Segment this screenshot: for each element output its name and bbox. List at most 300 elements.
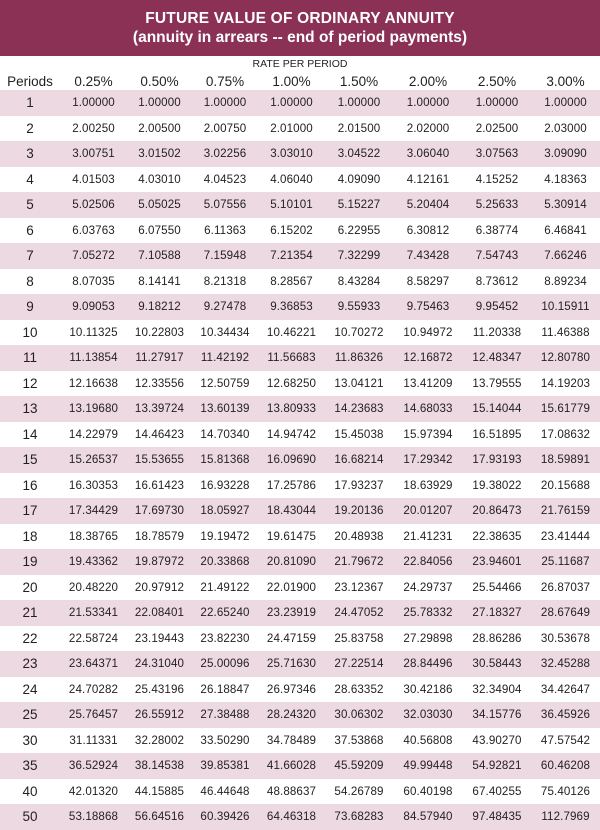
table-row [0, 651, 600, 677]
value-cell: 19.43362 [68, 555, 119, 569]
value-cell: 27.22514 [334, 657, 384, 671]
value-cell: 8.07035 [72, 274, 115, 288]
value-cell: 18.59891 [540, 453, 591, 467]
value-cell: 7.66246 [544, 249, 587, 263]
value-cell: 53.18868 [68, 810, 119, 824]
value-cell: 3.09090 [544, 147, 587, 161]
value-cell: 22.08401 [134, 606, 185, 620]
value-cell: 23.82230 [200, 631, 250, 645]
value-cell: 2.00500 [138, 121, 181, 135]
value-cell: 22.65240 [200, 606, 250, 620]
value-cell: 19.87972 [134, 555, 185, 569]
value-cell: 5.05025 [138, 198, 181, 212]
value-cell: 22.58724 [68, 631, 119, 645]
value-cell: 22.84056 [403, 555, 453, 569]
value-cell: 18.43044 [266, 504, 317, 518]
value-cell: 10.22803 [134, 325, 185, 339]
value-cell: 6.07550 [138, 223, 181, 237]
period-cell: 6 [26, 222, 34, 238]
value-cell: 12.80780 [540, 351, 591, 365]
value-cell: 45.59209 [334, 759, 384, 773]
value-cell: 14.19203 [540, 376, 591, 390]
value-cell: 9.18212 [138, 300, 181, 314]
value-cell: 6.15202 [270, 223, 313, 237]
value-cell: 5.30914 [544, 198, 587, 212]
value-cell: 13.39724 [134, 402, 185, 416]
value-cell: 22.01900 [266, 580, 317, 594]
value-cell: 23.64371 [68, 657, 119, 671]
value-cell: 8.14141 [138, 274, 181, 288]
value-cell: 20.33868 [200, 555, 250, 569]
period-cell: 4 [26, 171, 34, 187]
value-cell: 2.00750 [203, 121, 247, 135]
period-cell: 40 [22, 783, 38, 799]
value-cell: 9.95452 [475, 300, 519, 314]
value-cell: 10.34434 [200, 325, 250, 339]
rate-column-header: 1.00% [272, 73, 311, 89]
value-cell: 34.42647 [540, 682, 591, 696]
table-row [0, 141, 600, 167]
periods-column-header: Periods [7, 73, 53, 89]
value-cell: 19.61475 [266, 529, 317, 543]
value-cell: 44.15885 [134, 784, 185, 798]
rate-column-header: 0.75% [205, 73, 245, 89]
value-cell: 10.15911 [541, 300, 590, 314]
table-row [0, 320, 600, 346]
value-cell: 20.86473 [472, 504, 522, 518]
value-cell: 25.43196 [134, 682, 185, 696]
value-cell: 49.99448 [403, 759, 453, 773]
value-cell: 40.56808 [403, 733, 453, 747]
value-cell: 15.45038 [334, 427, 384, 441]
value-cell: 3.04522 [337, 147, 381, 161]
value-cell: 46.44648 [200, 784, 250, 798]
value-cell: 32.28002 [134, 733, 185, 747]
table-row [0, 779, 600, 805]
value-cell: 8.73612 [475, 274, 519, 288]
value-cell: 1.00000 [475, 96, 519, 110]
value-cell: 1.00000 [72, 96, 115, 110]
value-cell: 23.19443 [134, 631, 185, 645]
value-cell: 32.03030 [403, 708, 453, 722]
value-cell: 25.00096 [200, 657, 250, 671]
value-cell: 15.14044 [472, 402, 522, 416]
value-cell: 15.81368 [200, 453, 250, 467]
value-cell: 13.04121 [334, 376, 384, 390]
rate-column-header: 2.50% [477, 73, 517, 89]
value-cell: 3.03010 [270, 147, 313, 161]
value-cell: 64.46318 [266, 810, 317, 824]
value-cell: 24.47159 [266, 631, 317, 645]
value-cell: 20.15688 [540, 478, 591, 492]
value-cell: 26.18847 [200, 682, 250, 696]
period-cell: 2 [26, 120, 34, 136]
value-cell: 30.53678 [540, 631, 591, 645]
value-cell: 27.38488 [200, 708, 250, 722]
value-cell: 7.05272 [72, 249, 115, 263]
table-row [0, 243, 600, 269]
value-cell: 24.29737 [403, 580, 453, 594]
value-cell: 11.20338 [472, 325, 522, 339]
value-cell: 13.80933 [266, 402, 317, 416]
period-cell: 11 [22, 350, 37, 366]
value-cell: 10.46221 [266, 325, 317, 339]
annuity-table-body [0, 90, 600, 830]
table-header-banner [0, 0, 600, 56]
value-cell: 26.55912 [134, 708, 185, 722]
period-cell: 16 [22, 477, 38, 493]
value-cell: 25.11687 [541, 555, 590, 569]
value-cell: 12.48347 [472, 351, 522, 365]
table-row [0, 218, 600, 244]
value-cell: 5.10101 [270, 198, 313, 212]
value-cell: 1.00000 [270, 96, 313, 110]
value-cell: 60.39426 [200, 810, 250, 824]
value-cell: 12.33556 [134, 376, 185, 390]
value-cell: 47.57542 [540, 733, 591, 747]
value-cell: 5.15227 [337, 198, 381, 212]
value-cell: 56.64516 [134, 810, 185, 824]
value-cell: 5.07556 [203, 198, 247, 212]
value-cell: 33.50290 [200, 733, 250, 747]
value-cell: 4.18363 [544, 172, 587, 186]
table-row [0, 524, 600, 550]
value-cell: 12.16638 [68, 376, 119, 390]
table-row [0, 626, 600, 652]
period-cell: 21 [22, 605, 38, 621]
value-cell: 16.09690 [266, 453, 317, 467]
period-cell: 30 [22, 732, 38, 748]
value-cell: 20.97912 [134, 580, 185, 594]
value-cell: 8.89234 [544, 274, 587, 288]
period-cell: 15 [22, 452, 38, 468]
value-cell: 15.97394 [403, 427, 453, 441]
value-cell: 9.55933 [337, 300, 381, 314]
period-cell: 22 [22, 630, 38, 646]
value-cell: 11.86326 [334, 351, 384, 365]
value-cell: 6.11363 [204, 223, 246, 237]
period-cell: 19 [22, 554, 38, 570]
value-cell: 11.42192 [200, 351, 250, 365]
value-cell: 2.01000 [270, 121, 313, 135]
value-cell: 23.94601 [472, 555, 522, 569]
value-cell: 2.02500 [475, 121, 519, 135]
table-row [0, 269, 600, 295]
table-row [0, 677, 600, 703]
value-cell: 12.50759 [200, 376, 250, 390]
value-cell: 28.67649 [540, 606, 591, 620]
period-cell: 20 [22, 579, 38, 595]
value-cell: 8.21318 [203, 274, 247, 288]
value-cell: 10.11325 [69, 325, 118, 339]
value-cell: 27.18327 [472, 606, 522, 620]
value-cell: 4.09090 [337, 172, 381, 186]
value-cell: 7.43428 [406, 249, 450, 263]
value-cell: 23.23919 [266, 606, 317, 620]
column-header-row [0, 72, 600, 90]
value-cell: 13.79555 [472, 376, 522, 390]
value-cell: 16.68214 [334, 453, 384, 467]
table-row [0, 167, 600, 193]
value-cell: 5.20404 [406, 198, 450, 212]
value-cell: 34.15776 [472, 708, 522, 722]
value-cell: 16.51895 [472, 427, 522, 441]
value-cell: 28.24320 [266, 708, 317, 722]
value-cell: 54.26789 [334, 784, 384, 798]
value-cell: 7.32299 [337, 249, 381, 263]
value-cell: 97.48435 [472, 810, 522, 824]
table-row [0, 116, 600, 142]
value-cell: 21.53341 [68, 606, 119, 620]
value-cell: 8.58297 [406, 274, 450, 288]
value-cell: 6.30812 [406, 223, 450, 237]
value-cell: 15.53655 [134, 453, 185, 467]
value-cell: 1.00000 [337, 96, 381, 110]
value-cell: 11.56683 [267, 351, 316, 365]
value-cell: 3.02256 [203, 147, 247, 161]
value-cell: 19.20136 [334, 504, 384, 518]
rate-column-header: 2.00% [408, 73, 448, 89]
value-cell: 18.63929 [403, 478, 453, 492]
value-cell: 19.38022 [472, 478, 522, 492]
value-cell: 73.68283 [334, 810, 384, 824]
period-cell: 50 [22, 809, 38, 825]
value-cell: 60.40198 [403, 784, 453, 798]
value-cell: 34.78489 [266, 733, 317, 747]
table-row [0, 549, 600, 575]
rate-column-header: 0.50% [140, 73, 179, 89]
rate-column-header: 0.25% [74, 73, 113, 89]
rate-column-header: 1.50% [339, 73, 379, 89]
table-row [0, 422, 600, 448]
value-cell: 14.23683 [334, 402, 384, 416]
value-cell: 36.45926 [540, 708, 591, 722]
period-cell: 17 [22, 503, 38, 519]
value-cell: 4.12161 [406, 172, 450, 186]
value-cell: 10.70272 [334, 325, 384, 339]
table-row [0, 192, 600, 218]
value-cell: 16.30353 [68, 478, 119, 492]
table-row [0, 753, 600, 779]
value-cell: 20.48938 [334, 529, 384, 543]
value-cell: 6.03763 [72, 223, 115, 237]
value-cell: 30.06302 [334, 708, 384, 722]
value-cell: 1.00000 [406, 96, 450, 110]
value-cell: 6.38774 [475, 223, 519, 237]
period-cell: 25 [22, 707, 38, 723]
period-cell: 35 [22, 758, 38, 774]
value-cell: 22.38635 [472, 529, 522, 543]
value-cell: 10.94972 [403, 325, 453, 339]
value-cell: 75.40126 [540, 784, 591, 798]
value-cell: 17.93237 [334, 478, 384, 492]
value-cell: 19.19472 [200, 529, 250, 543]
value-cell: 3.06040 [406, 147, 450, 161]
rate-per-period-label: RATE PER PERIOD [252, 58, 348, 70]
value-cell: 14.70340 [200, 427, 250, 441]
period-cell: 14 [22, 426, 38, 442]
value-cell: 17.93193 [472, 453, 522, 467]
period-cell: 5 [26, 197, 34, 213]
value-cell: 12.16872 [403, 351, 453, 365]
value-cell: 9.09053 [72, 300, 115, 314]
value-cell: 16.93228 [200, 478, 250, 492]
value-cell: 25.83758 [334, 631, 384, 645]
period-cell: 9 [26, 299, 34, 315]
value-cell: 24.31040 [134, 657, 185, 671]
value-cell: 25.78332 [403, 606, 453, 620]
table-title: FUTURE VALUE OF ORDINARY ANNUITY [145, 10, 455, 27]
period-cell: 1 [26, 95, 34, 111]
value-cell: 15.26537 [68, 453, 119, 467]
value-cell: 30.58443 [472, 657, 522, 671]
value-cell: 25.54466 [472, 580, 522, 594]
value-cell: 32.45288 [540, 657, 591, 671]
period-cell: 24 [22, 681, 38, 697]
table-row [0, 90, 600, 116]
value-cell: 31.11331 [69, 733, 118, 747]
value-cell: 8.43284 [337, 274, 381, 288]
value-cell: 28.84496 [403, 657, 453, 671]
value-cell: 67.40255 [472, 784, 522, 798]
table-row [0, 804, 600, 830]
table-row [0, 294, 600, 320]
value-cell: 9.36853 [270, 300, 313, 314]
value-cell: 9.75463 [406, 300, 450, 314]
period-cell: 7 [26, 248, 34, 264]
value-cell: 3.01502 [138, 147, 181, 161]
period-cell: 18 [22, 528, 38, 544]
value-cell: 14.68033 [403, 402, 453, 416]
period-cell: 12 [22, 375, 38, 391]
period-cell: 3 [26, 146, 34, 162]
value-cell: 17.69730 [134, 504, 185, 518]
value-cell: 48.88637 [266, 784, 317, 798]
value-cell: 15.61779 [540, 402, 591, 416]
value-cell: 30.42186 [403, 682, 453, 696]
value-cell: 2.02000 [406, 121, 450, 135]
value-cell: 18.05927 [200, 504, 250, 518]
period-cell: 13 [22, 401, 38, 417]
value-cell: 4.06040 [270, 172, 313, 186]
value-cell: 4.03010 [138, 172, 181, 186]
table-row [0, 473, 600, 499]
value-cell: 23.41444 [540, 529, 591, 543]
value-cell: 23.12367 [334, 580, 384, 594]
value-cell: 112.7969 [541, 810, 590, 824]
table-row [0, 345, 600, 371]
value-cell: 5.02506 [72, 198, 115, 212]
value-cell: 20.48220 [68, 580, 119, 594]
value-cell: 26.87037 [540, 580, 591, 594]
value-cell: 17.29342 [403, 453, 453, 467]
value-cell: 2.00250 [72, 121, 115, 135]
value-cell: 24.70282 [68, 682, 119, 696]
value-cell: 7.10588 [138, 249, 181, 263]
value-cell: 18.78579 [134, 529, 185, 543]
value-cell: 13.41209 [403, 376, 453, 390]
value-cell: 20.81090 [266, 555, 317, 569]
value-cell: 21.49122 [200, 580, 250, 594]
table-row [0, 371, 600, 397]
value-cell: 7.15948 [203, 249, 247, 263]
value-cell: 21.79672 [334, 555, 384, 569]
value-cell: 14.22979 [68, 427, 119, 441]
table-row [0, 447, 600, 473]
table-row [0, 396, 600, 422]
value-cell: 21.41231 [403, 529, 453, 543]
value-cell: 39.85381 [200, 759, 250, 773]
value-cell: 1.00000 [138, 96, 181, 110]
value-cell: 84.57940 [403, 810, 453, 824]
value-cell: 60.46208 [540, 759, 591, 773]
value-cell: 13.19680 [68, 402, 119, 416]
period-cell: 10 [22, 324, 38, 340]
value-cell: 3.00751 [72, 147, 115, 161]
value-cell: 4.15252 [475, 172, 519, 186]
value-cell: 8.28567 [270, 274, 313, 288]
value-cell: 32.34904 [472, 682, 522, 696]
value-cell: 11.27917 [135, 351, 184, 365]
value-cell: 13.60139 [200, 402, 250, 416]
value-cell: 38.14538 [134, 759, 185, 773]
value-cell: 6.46841 [544, 223, 587, 237]
value-cell: 14.94742 [266, 427, 317, 441]
table-subtitle: (annuity in arrears -- end of period payments) [132, 29, 468, 46]
value-cell: 12.68250 [266, 376, 317, 390]
value-cell: 5.25633 [475, 198, 519, 212]
table-row [0, 600, 600, 626]
value-cell: 28.86286 [472, 631, 522, 645]
value-cell: 20.01207 [403, 504, 453, 518]
table-row [0, 702, 600, 728]
value-cell: 1.00000 [544, 96, 587, 110]
value-cell: 37.53868 [334, 733, 384, 747]
value-cell: 54.92821 [472, 759, 522, 773]
value-cell: 14.46423 [134, 427, 185, 441]
value-cell: 17.34429 [68, 504, 119, 518]
rate-column-header: 3.00% [546, 73, 585, 89]
value-cell: 2.01500 [337, 121, 381, 135]
value-cell: 7.21354 [270, 249, 313, 263]
value-cell: 27.29898 [403, 631, 453, 645]
value-cell: 24.47052 [334, 606, 384, 620]
value-cell: 18.38765 [68, 529, 119, 543]
period-cell: 8 [26, 273, 34, 289]
value-cell: 2.03000 [544, 121, 587, 135]
value-cell: 4.04523 [203, 172, 247, 186]
value-cell: 41.66028 [266, 759, 317, 773]
value-cell: 43.90270 [472, 733, 522, 747]
period-cell: 23 [22, 656, 38, 672]
value-cell: 17.08632 [540, 427, 591, 441]
table-row [0, 575, 600, 601]
value-cell: 42.01320 [68, 784, 119, 798]
value-cell: 21.76159 [540, 504, 591, 518]
value-cell: 1.00000 [203, 96, 247, 110]
value-cell: 26.97346 [266, 682, 317, 696]
table-row [0, 498, 600, 524]
value-cell: 17.25786 [266, 478, 317, 492]
value-cell: 6.22955 [337, 223, 381, 237]
value-cell: 9.27478 [203, 300, 247, 314]
value-cell: 4.01503 [72, 172, 115, 186]
value-cell: 3.07563 [475, 147, 519, 161]
value-cell: 25.71630 [266, 657, 317, 671]
value-cell: 16.61423 [134, 478, 185, 492]
value-cell: 36.52924 [68, 759, 119, 773]
value-cell: 28.63352 [334, 682, 384, 696]
